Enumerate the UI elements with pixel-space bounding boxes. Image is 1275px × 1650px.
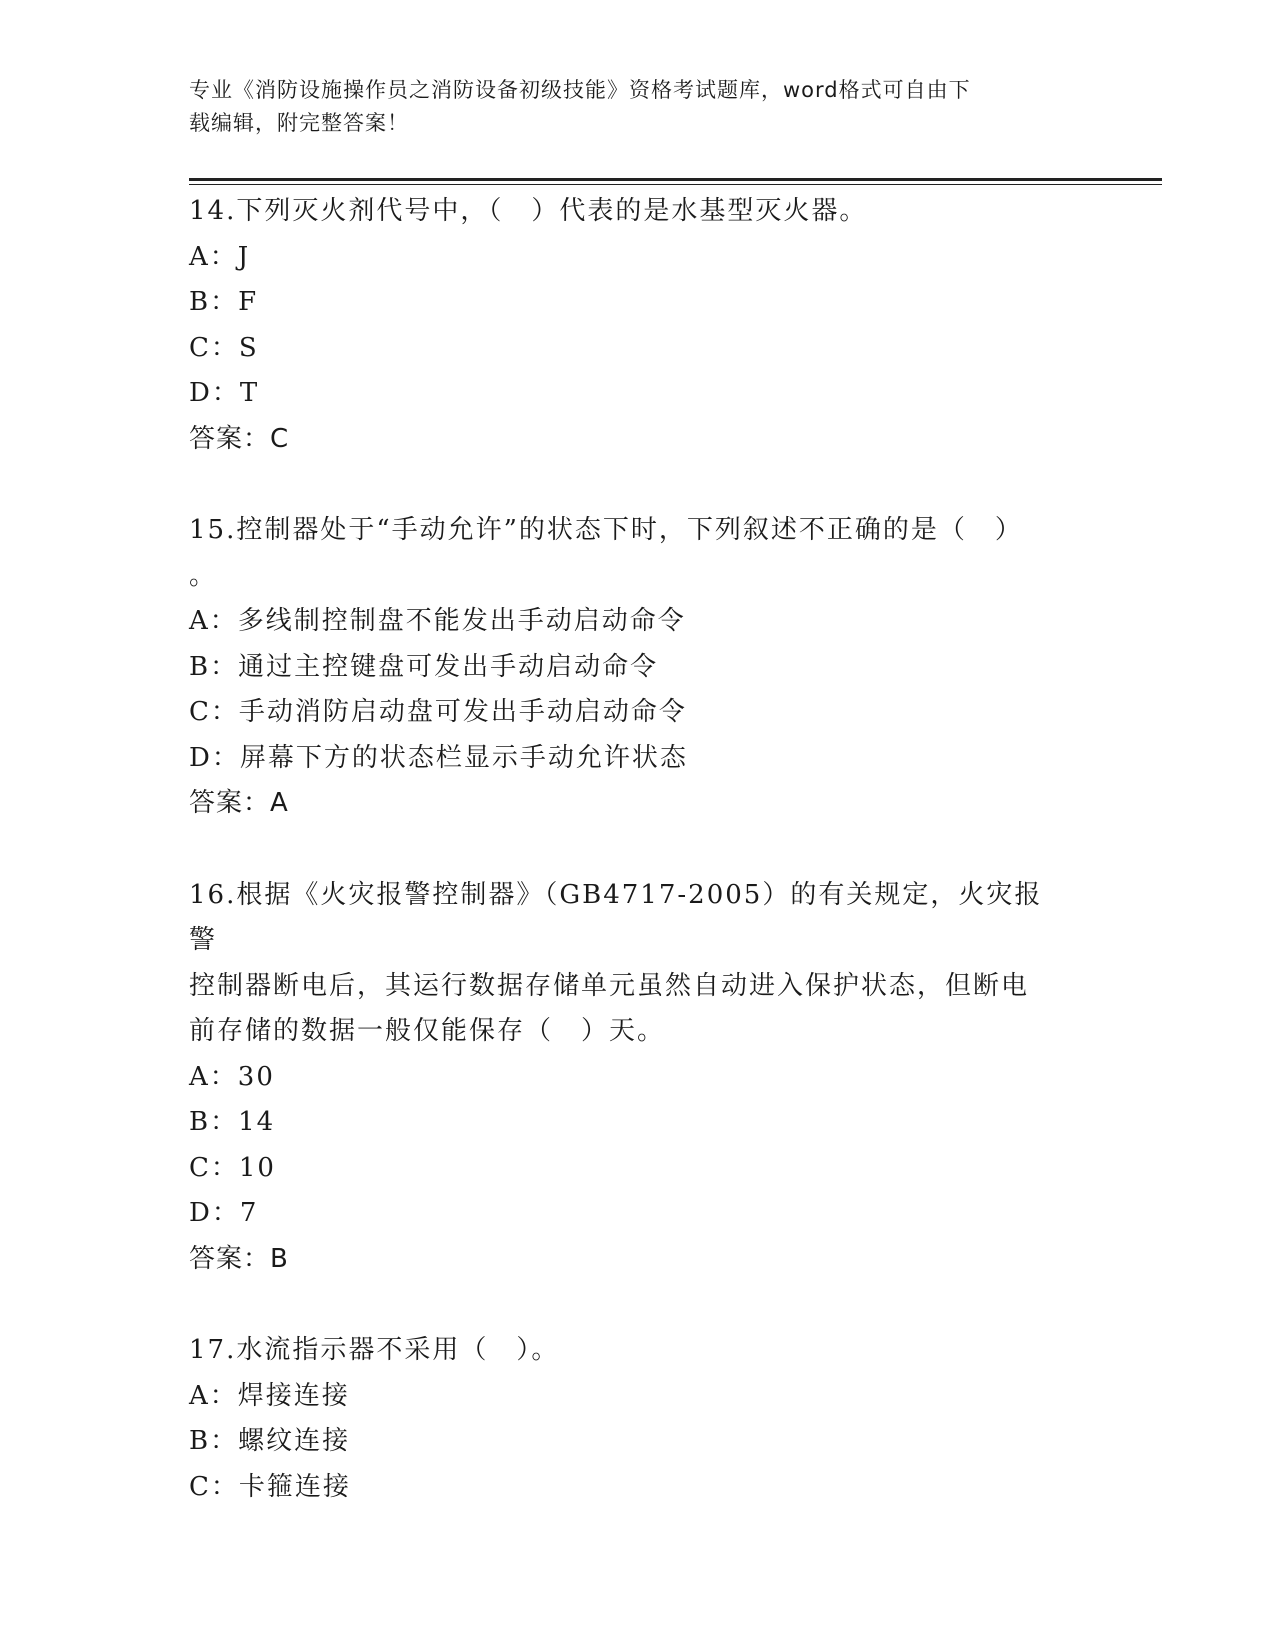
option-c: C：S [189, 332, 259, 363]
question-17 [189, 1328, 1069, 1510]
option-a: A：J [189, 241, 251, 272]
option-c: C：10 [189, 1152, 276, 1183]
option-c: C：手动消防启动盘可发出手动启动命令 [189, 697, 687, 727]
question-16 [189, 873, 1069, 1283]
answer: 答案：B [189, 1243, 289, 1274]
option-b: B：F [189, 287, 259, 317]
question-stem-continued: 。 [189, 560, 218, 591]
question-stem: 15.控制器处于“手动允许”的状态下时，下列叙述不正确的是（ ） [189, 515, 1023, 545]
header-divider-thick [189, 178, 1162, 181]
header-divider-thin [189, 184, 1162, 185]
option-c: C：卡箍连接 [189, 1471, 351, 1502]
header-line-1: 专业《消防设施操作员之消防设备初级技能》资格考试题库，word格式可自由下 [189, 78, 971, 102]
question-15 [189, 508, 1069, 827]
option-b: B：14 [189, 1107, 276, 1137]
question-stem-continued: 控制器断电后，其运行数据存储单元虽然自动进入保护状态，但断电 [189, 970, 1030, 1001]
answer: 答案：C [189, 423, 290, 454]
option-a: A：多线制控制盘不能发出手动启动命令 [189, 606, 686, 636]
option-b: B：螺纹连接 [189, 1426, 351, 1456]
question-stem: 17.水流指示器不采用（ ）。 [189, 1335, 560, 1365]
document-header [189, 74, 1069, 140]
option-d: D：T [189, 378, 260, 408]
option-a: A：30 [189, 1061, 275, 1092]
question-stem: 14.下列灭火剂代号中，（ ）代表的是水基型灭火器。 [189, 196, 868, 226]
option-b: B：通过主控键盘可发出手动启动命令 [189, 651, 659, 682]
option-a: A：焊接连接 [189, 1380, 350, 1411]
question-stem-continued: 前存储的数据一般仅能保存（ ）天。 [189, 1016, 666, 1046]
answer: 答案：A [189, 788, 289, 818]
question-list [189, 189, 1069, 1556]
option-d: D：7 [189, 1198, 259, 1228]
question-stem: 16.根据《火灾报警控制器》（GB4717-2005）的有关规定，火灾报警 [189, 879, 1043, 955]
question-14 [189, 189, 1069, 462]
option-d: D：屏幕下方的状态栏显示手动允许状态 [189, 742, 688, 773]
header-line-2: 载编辑，附完整答案！ [189, 111, 409, 135]
